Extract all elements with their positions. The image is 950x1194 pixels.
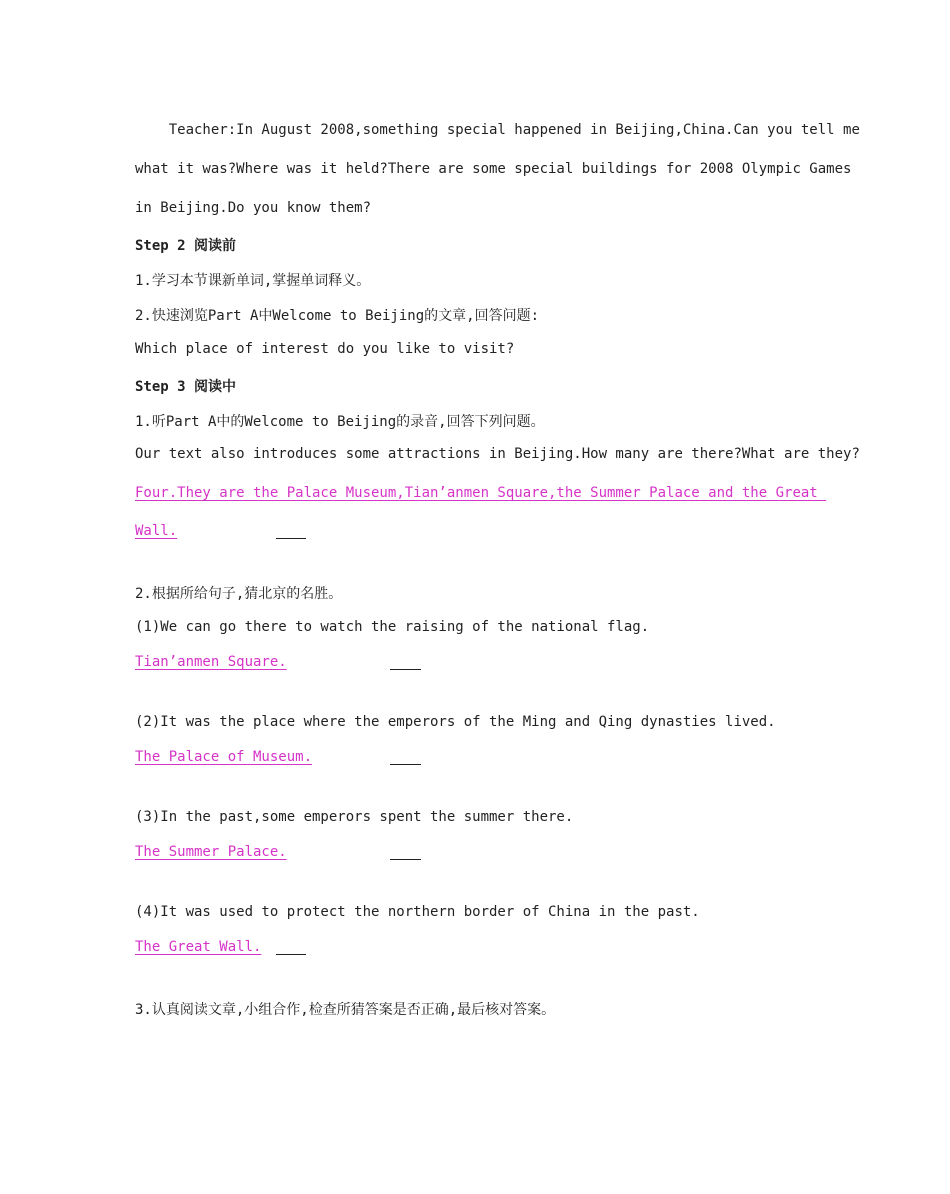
- answer-blank: [276, 538, 306, 539]
- step3-q3: 3.认真阅读文章,小组合作,检查所猜答案是否正确,最后核对答案。: [135, 1002, 556, 1018]
- intro-line-1: Teacher:In August 2008,something special happened in Beijing,China.Can you tell me: [135, 122, 860, 138]
- step3-q2: 2.根据所给句子,猜北京的名胜。: [135, 586, 343, 602]
- answer-blank: [390, 859, 421, 860]
- step3-q1-answer-line1: Four.They are the Palace Museum,Tian’anmen Square,the Summer Palace and the Great: [135, 485, 827, 501]
- q2-item-3-answer: The Summer Palace.: [135, 844, 287, 860]
- step2-item-2: 2.快速浏览Part A中Welcome to Beijing的文章,回答问题:: [135, 308, 540, 324]
- q2-item-1-question: (1)We can go there to watch the raising of the national flag.: [135, 619, 650, 635]
- intro-line-3: in Beijing.Do you know them?: [135, 200, 372, 216]
- answer-blank: [390, 669, 421, 670]
- step2-item-3: Which place of interest do you like to visit?: [135, 341, 515, 357]
- q2-item-3-question: (3)In the past,some emperors spent the summer there.: [135, 809, 574, 825]
- q2-item-2-answer: The Palace of Museum.: [135, 749, 313, 765]
- answer-blank: [390, 764, 421, 765]
- q2-item-1-answer: Tian’anmen Square.: [135, 654, 287, 670]
- step3-q1-question: Our text also introduces some attractions in Beijing.How many are there?What are they?: [135, 446, 860, 462]
- step2-heading: Step 2 阅读前: [135, 238, 237, 254]
- intro-line-2: what it was?Where was it held?There are some special buildings for 2008 Olympic Games: [135, 161, 852, 177]
- q2-item-2-question: (2)It was the place where the emperors of the Ming and Qing dynasties lived.: [135, 714, 776, 730]
- q2-item-4-question: (4)It was used to protect the northern border of China in the past.: [135, 904, 700, 920]
- step3-q1: 1.听Part A中的Welcome to Beijing的录音,回答下列问题。: [135, 414, 545, 430]
- step3-heading: Step 3 阅读中: [135, 379, 237, 395]
- q2-item-4-answer: The Great Wall.: [135, 939, 262, 955]
- step2-item-1: 1.学习本节课新单词,掌握单词释义。: [135, 273, 371, 289]
- answer-blank: [276, 954, 306, 955]
- step3-q1-answer-line2: Wall.: [135, 523, 178, 539]
